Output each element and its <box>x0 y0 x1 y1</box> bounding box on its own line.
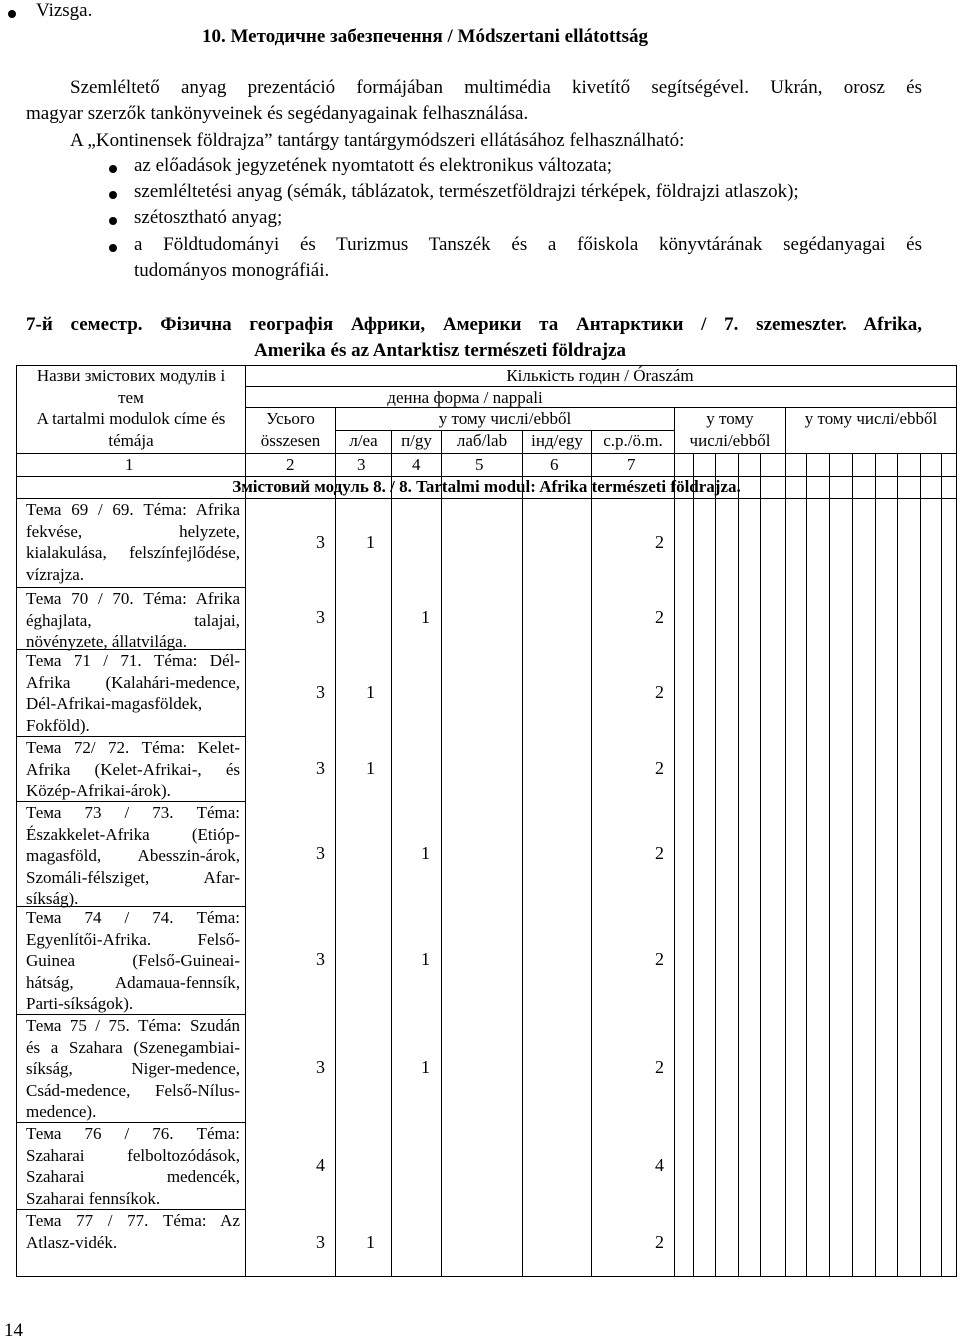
table-border <box>693 453 694 1276</box>
col-number: 7 <box>627 455 636 474</box>
hours-total: 3 <box>316 531 325 552</box>
col-header-lecture: л/ea <box>349 431 378 450</box>
col-header-practice: п/gy <box>401 431 432 450</box>
course-title-line-2: Amerika és az Antarktisz természeti földrajza <box>254 340 626 361</box>
table-border <box>806 453 807 1276</box>
topic-line: Parti-síkságok). <box>26 994 134 1013</box>
topic-line: Fokföld). <box>26 715 90 735</box>
table-border <box>738 453 739 1276</box>
col-header-module-hu-2: témája <box>108 431 154 450</box>
col-number: 3 <box>357 455 366 474</box>
table-border <box>875 453 876 1276</box>
bullet-dot <box>109 191 117 199</box>
col-header-lab: лаб/lab <box>456 431 508 450</box>
topic-line: Atlasz-vidék. <box>26 1232 118 1252</box>
topic-line: Тема 72/ 72. Téma: Kelet- <box>26 738 240 757</box>
topic-line: Тема 74 / 74. Téma: <box>26 908 240 927</box>
col-header-total-1: Усього <box>266 409 315 428</box>
hours-total: 3 <box>316 681 325 702</box>
topic-line: Тема 77 / 77. Téma: Az <box>26 1211 240 1230</box>
topic-line: Тема 73 / 73. Téma: <box>26 803 240 822</box>
topic-cell <box>26 1123 240 1209</box>
topic-line: kialakulása, felszínfejlődése, <box>26 543 240 562</box>
bullet-dot <box>109 244 117 252</box>
hours-total: 3 <box>316 949 325 969</box>
page-number: 14 <box>4 1320 23 1341</box>
hours-sr: 2 <box>655 681 664 702</box>
col-header-including-2b: числі/ebből <box>689 431 771 450</box>
topic-line: éghajlata, talajai, <box>26 610 240 630</box>
hours-total: 3 <box>316 1231 325 1252</box>
topic-line: Csád-medence, Felső-Nílus- <box>26 1080 240 1100</box>
col-header-hours: Кількість годин / Óraszám <box>506 366 694 385</box>
intro-line-1: Szemléltető anyag prezentáció formájában multimédia kivetítő segítségével. Ukrán, orosz és <box>70 77 922 98</box>
topic-cell <box>26 1210 240 1253</box>
topic-line: Тема 76 / 76. Téma: <box>26 1124 240 1143</box>
col-header-module-ua-1: Назви змістових модулів і <box>36 366 226 385</box>
table-border <box>760 453 761 1276</box>
topic-cell <box>26 650 240 736</box>
topic-line: hátság, Adamaua-fennsík, <box>26 972 240 992</box>
col-number: 6 <box>550 455 559 474</box>
topic-line: Guinea (Felső-Guineai- <box>26 951 240 970</box>
topic-cell <box>26 1015 240 1123</box>
section-title: 10. Методичне забезпечення / Módszertani ellátottság <box>202 26 648 47</box>
topic-line: Dél-Afrikai-magasföldek, <box>26 694 203 713</box>
col-header-module-hu-1: A tartalmi modulok címe és <box>36 409 226 428</box>
table-border <box>591 453 592 1276</box>
topic-line: vízrajza. <box>26 564 85 584</box>
hours-sr: 2 <box>655 757 664 778</box>
intro-line-3: A „Kontinensek földrajza” tantárgy tantárgymódszeri ellátásához felhasználható: <box>70 130 685 151</box>
table-border <box>852 453 853 1276</box>
hours-lec: 1 <box>366 531 375 552</box>
topic-cell <box>26 907 240 1015</box>
topic-line: Szaharai fennsíkok. <box>26 1188 161 1208</box>
col-number: 2 <box>286 455 295 474</box>
col-header-including: у тому числі/ebből <box>438 409 572 428</box>
bullet-item-vizsga: Vizsga. <box>36 0 93 21</box>
table-border <box>674 453 675 1276</box>
resource-item-4-cont: tudományos monográfiái. <box>134 260 330 281</box>
topic-line: fekvése, helyzete, <box>26 521 240 541</box>
bullet-dot <box>109 165 117 173</box>
topic-cell <box>26 737 240 802</box>
table-border <box>16 1276 957 1277</box>
hours-sr: 2 <box>655 949 664 969</box>
table-border <box>16 453 956 454</box>
hours-total: 3 <box>316 842 325 863</box>
hours-sr: 4 <box>655 1154 664 1175</box>
hours-lec: 1 <box>421 607 430 627</box>
topic-line: Тема 70 / 70. Téma: Afrika <box>26 589 240 608</box>
topic-line: Szaharai felboltozódások, <box>26 1145 240 1165</box>
hours-sr: 2 <box>655 842 664 863</box>
resource-item-3: szétosztható anyag; <box>134 207 283 228</box>
hours-total: 3 <box>316 757 325 778</box>
table-border <box>335 453 336 1276</box>
topic-line: síkság). <box>26 889 79 908</box>
hours-lec: 1 <box>366 757 375 778</box>
hours-lec: 1 <box>421 949 430 969</box>
resource-item-1: az előadások jegyzetének nyomtatott és elektronikus változata; <box>134 155 612 176</box>
table-border <box>522 453 523 1276</box>
col-number: 5 <box>475 455 484 474</box>
hours-sr: 2 <box>655 607 664 627</box>
topic-cell <box>26 499 240 585</box>
topic-line: Тема 71 / 71. Téma: Dél- <box>26 651 240 670</box>
topic-cell <box>26 588 240 653</box>
col-header-including-3: у тому числі/ebből <box>804 409 938 428</box>
hours-lec: 1 <box>366 1231 375 1252</box>
hours-lec: 1 <box>366 681 375 702</box>
topic-line: Afrika (Kalahári-medence, <box>26 672 240 692</box>
hours-lec: 1 <box>421 1057 430 1077</box>
course-title-line-1: 7-й семестр. Фізична географія Африки, Америки та Антарктики / 7. szemeszter. Afrika, <box>26 314 922 335</box>
table-border <box>245 386 956 387</box>
table-border <box>941 453 942 1276</box>
topic-line: Szaharai medencék, <box>26 1167 240 1186</box>
bullet-dot <box>109 217 117 225</box>
col-number: 4 <box>412 455 421 474</box>
table-border <box>829 453 830 1276</box>
table-border <box>16 365 17 1277</box>
hours-total: 4 <box>316 1154 325 1175</box>
topic-line: Közép-Afrikai-árok). <box>26 781 171 800</box>
table-border <box>245 365 246 1277</box>
bullet-dot <box>8 10 16 18</box>
hours-sr: 2 <box>655 531 664 552</box>
col-header-total-2: összesen <box>260 431 321 450</box>
col-header-self-study: с.р./ö.m. <box>603 431 663 450</box>
hours-total: 3 <box>316 607 325 627</box>
hours-sr: 2 <box>655 1231 664 1252</box>
topic-line: Szomáli-félsziget, Afar- <box>26 867 240 887</box>
resource-item-2: szemléltetési anyag (sémák, táblázatok, természetföldrajzi térképek, földrajzi atlaszok); <box>134 181 799 202</box>
col-header-including-2a: у тому <box>706 409 754 428</box>
topic-line: medence). <box>26 1102 97 1121</box>
table-border <box>956 365 957 1277</box>
hours-total: 3 <box>316 1057 325 1077</box>
col-header-individual: інд/egy <box>531 431 583 450</box>
topic-line: és a Szahara (Szenegambiai- <box>26 1037 240 1057</box>
resource-item-4: a Földtudományi és Turizmus Tanszék és a főiskola könyvtárának segédanyagai és <box>134 234 922 255</box>
table-border <box>391 453 392 1276</box>
hours-sr: 2 <box>655 1057 664 1077</box>
intro-line-2: magyar szerzők tankönyveinek és segédanyagainak felhasználása. <box>26 103 529 124</box>
table-border <box>441 453 442 1276</box>
topic-line: Тема 69 / 69. Téma: Afrika <box>26 500 240 519</box>
module-title: Змістовий модуль 8. / 8. Tartalmi modul: Afrika természeti földrajza. <box>232 477 741 496</box>
topic-line: Afrika (Kelet-Afrikai-, és <box>26 759 240 779</box>
col-header-module-ua-2: тем <box>118 388 144 407</box>
table-border <box>920 453 921 1276</box>
col-number: 1 <box>125 455 134 474</box>
topic-line: magasföld, Abesszin-árok, <box>26 846 240 865</box>
col-header-daily: денна форма / nappali <box>387 388 543 407</box>
topic-line: síkság, Niger-medence, <box>26 1059 240 1078</box>
hours-lec: 1 <box>421 842 430 863</box>
table-border <box>897 453 898 1276</box>
table-border <box>785 453 786 1276</box>
topic-line: Тема 75 / 75. Téma: Szudán <box>26 1016 240 1035</box>
topic-line: Északkelet-Afrika (Etióp- <box>26 824 240 844</box>
topic-cell <box>26 802 240 910</box>
topic-line: Egyenlítői-Afrika. Felső- <box>26 929 240 949</box>
table-border <box>715 453 716 1276</box>
topic-line: növényzete, állatvilága. <box>26 632 187 651</box>
